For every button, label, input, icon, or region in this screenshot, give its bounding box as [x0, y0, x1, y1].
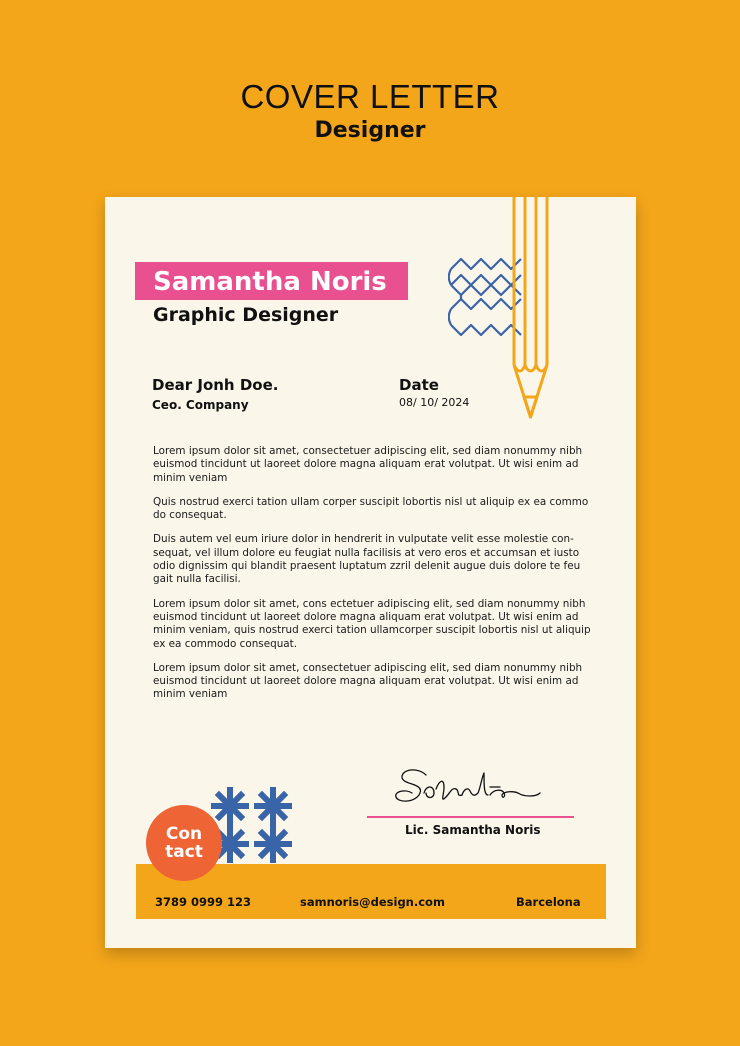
contact-email[interactable]: samnoris@design.com [300, 895, 445, 909]
page-title: COVER LETTER [240, 78, 500, 115]
page-subtitle: Designer [314, 118, 426, 143]
body-paragraph: Quis nostrud exerci tation ullam corper suscipit lobortis nisl ut aliquip ex ea commo do consequat. [153, 495, 589, 522]
letter-body [153, 445, 603, 713]
signature-icon [390, 763, 552, 811]
contact-city: Barcelona [516, 895, 581, 909]
recipient-company: Ceo. Company [152, 398, 249, 412]
body-paragraph: Lorem ipsum dolor sit amet, cons ectetuer adipiscing elit, sed diam nonummy nibh euismod tincidunt ut laoreet dolore magna aliquam erat volutpat. Ut wisi enim ad minim veniam, quis nostrud exerci tation ullamcorper suscipit lobortis nisl ut aliquip ex ea commodo consequat. [153, 597, 591, 650]
contact-badge-line2: tact [165, 842, 203, 862]
applicant-job-title: Graphic Designer [153, 304, 339, 326]
recipient-greeting: Dear Jonh Doe. [152, 376, 279, 394]
signature-line [367, 816, 574, 818]
contact-phone[interactable]: 3789 0999 123 [155, 895, 252, 909]
date-label: Date [399, 376, 439, 394]
body-paragraph: Duis autem vel eum iriure dolor in hendrerit in vulputate velit esse molestie con- sequat, vel illum dolore eu feugiat nulla facilisis at vero eros et accumsan et iusto odio dignissim qui blandit praesent luptatum zzril delenit augue duis dolore te feu gait nulla facilisi. [153, 533, 581, 586]
body-paragraph: Lorem ipsum dolor sit amet, consectetuer adipiscing elit, sed diam nonummy nibh euismod tincidunt ut laoreet dolore magna aliquam erat volutpat. Ut wisi enim ad minim veniam [153, 445, 583, 484]
contact-badge [146, 805, 222, 881]
date-value: 08/ 10/ 2024 [399, 396, 470, 409]
applicant-name: Samantha Noris [153, 267, 387, 297]
cover-letter-sheet [105, 197, 636, 948]
pencil-icon [508, 197, 554, 425]
contact-badge-line1: Con [165, 824, 203, 844]
signatory-name: Lic. Samantha Noris [405, 823, 541, 837]
asterisk-pattern-icon [209, 786, 295, 864]
body-paragraph: Lorem ipsum dolor sit amet, consectetuer adipiscing elit, sed diam nonummy nibh euismod tincidunt ut laoreet dolore magna aliquam erat volutpat. Ut wisi enim ad minim veniam [153, 661, 583, 701]
